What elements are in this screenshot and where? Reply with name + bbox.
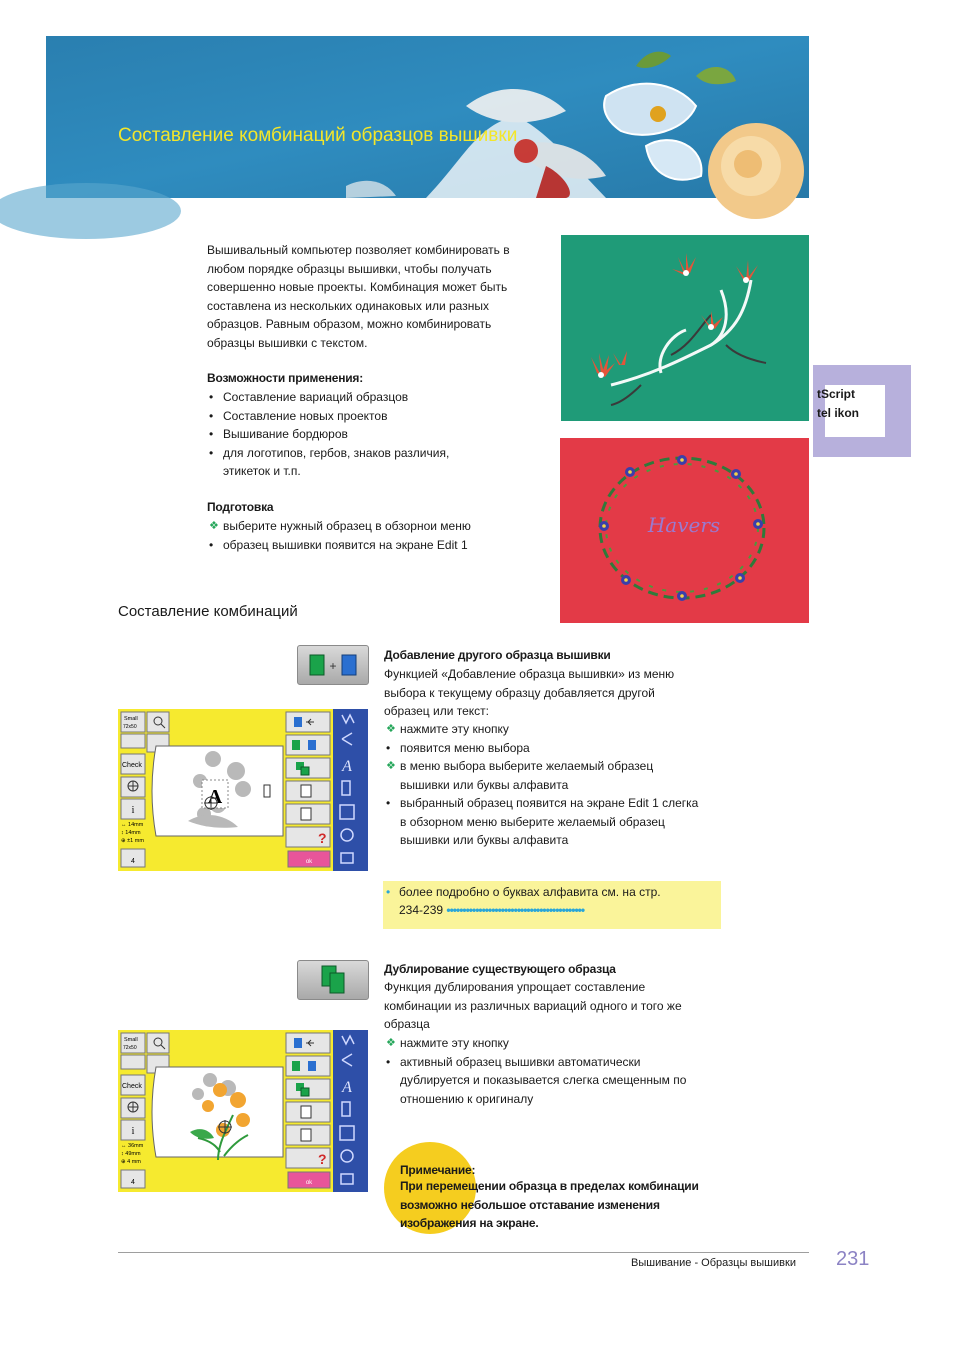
svg-text:↔ 14mm: ↔ 14mm — [121, 822, 144, 828]
svg-text:?: ? — [318, 830, 327, 846]
embroidery-photo-flowers — [561, 235, 809, 421]
svg-text:⊕ ±1 mm: ⊕ ±1 mm — [121, 838, 144, 844]
side-tab-line2: tel ikon — [817, 406, 860, 420]
svg-text:↔ 36mm: ↔ 36mm — [121, 1143, 144, 1149]
header-banner-image — [46, 36, 809, 198]
svg-text:Small: Small — [124, 716, 138, 722]
note-block — [400, 1163, 730, 1233]
svg-text:↕ 49mm: ↕ 49mm — [121, 1151, 141, 1157]
duplicate-pattern-button[interactable] — [297, 960, 369, 1000]
list-item: ❖ выберите нужный образец в обзорнои меню — [207, 517, 537, 536]
diamond-bullet-icon: ❖ — [386, 723, 396, 735]
edit-screen-duplicate — [118, 1030, 368, 1192]
list-item: ❖ нажмите эту кнопку — [384, 1034, 729, 1053]
svg-text:i: i — [131, 805, 135, 816]
preparation-list — [207, 517, 537, 554]
svg-text:?: ? — [318, 1151, 327, 1167]
duplicate-pattern-icon — [298, 961, 368, 999]
list-item: отношению к оригиналу — [400, 1091, 534, 1106]
applications-list — [207, 388, 537, 481]
wreath-script-text: Havers — [647, 513, 721, 537]
svg-text:Small: Small — [124, 1037, 138, 1043]
list-item: ❖ нажмите эту кнопку — [384, 720, 729, 739]
add-pattern-heading: Добавление другого образца вышивки — [384, 648, 611, 662]
list-item: • образец вышивки появится на экране Edit 1 — [207, 536, 537, 555]
page-title: Составление комбинаций образцов вышивки — [118, 125, 518, 146]
svg-text:72x50: 72x50 — [123, 1045, 137, 1051]
svg-text:⊕ 4 mm: ⊕ 4 mm — [121, 1159, 141, 1165]
duplicate-heading: Дублирование существующего образца — [384, 962, 616, 976]
svg-text:+: + — [329, 659, 337, 673]
svg-text:72x50: 72x50 — [123, 724, 137, 730]
duplicate-description: Функция дублирования упрощает составление комбинации из различных вариаций одного и того же образца — [384, 980, 682, 1031]
page-number: 231 — [836, 1248, 870, 1270]
edit-screen-add — [118, 709, 368, 871]
list-item: • появится меню выбора — [384, 739, 729, 758]
list-item: • активный образец вышивки автоматически — [384, 1053, 729, 1072]
footer-chapter: Вышивание - Образцы вышивки — [631, 1257, 796, 1269]
svg-text:A: A — [342, 1079, 352, 1096]
reference-hint-box: • более подробно о буквах алфавита см. на стр. 234-239 ••••••••••••••••••••••••••••••••••••••••••• — [383, 881, 721, 929]
list-item: • Вышивание бордюров — [207, 425, 537, 444]
add-pattern-icon — [298, 646, 368, 684]
side-tab-line1: tScript — [817, 387, 856, 401]
svg-text:Check: Check — [122, 1083, 142, 1090]
embroidery-photo-wreath — [560, 438, 809, 623]
svg-text:A: A — [342, 758, 352, 775]
list-item: вышивки или буквы алфавита — [400, 833, 569, 847]
note-line: При перемещении образца в пределах комбинации — [400, 1179, 699, 1193]
svg-text:Check: Check — [122, 762, 142, 769]
list-item: • для логотипов, гербов, знаков различия, — [207, 444, 537, 463]
footer-divider — [118, 1252, 809, 1253]
preparation-heading: Подготовка — [207, 500, 274, 514]
list-item: • Составление новых проектов — [207, 407, 537, 426]
svg-text:↕ 14mm: ↕ 14mm — [121, 830, 141, 836]
list-item: • выбранный образец появится на экране Edit 1 слегка — [384, 794, 729, 813]
add-pattern-steps — [384, 720, 729, 850]
side-index-tab — [813, 365, 911, 457]
add-pattern-description: Функцией «Добавление образца вышивки» из меню выбора к текущему образцу добавляется другой образец или текст: — [384, 667, 675, 718]
add-pattern-button[interactable] — [297, 645, 369, 685]
duplicate-steps — [384, 1034, 729, 1108]
list-item: этикеток и т.п. — [223, 464, 301, 478]
note-line: изображения на экране. — [400, 1216, 539, 1230]
diamond-bullet-icon: ❖ — [386, 760, 396, 772]
svg-text:4: 4 — [131, 1179, 135, 1186]
diamond-bullet-icon: ❖ — [386, 1037, 396, 1049]
list-item: в обзорном меню выберите желаемый образец — [400, 814, 665, 829]
list-item: ❖ в меню выбора выберите желаемый образец — [384, 757, 729, 776]
intro-paragraph: Вышивальный компьютер позволяет комбинировать в любом порядке образцы вышивки, чтобы получать совершенно новые проекты. Комбинация может быть составлена из нескольких одинаковых или разных образцов. Равным образом, можно комбинировать образцы вышивки с текстом. — [207, 243, 510, 350]
section-title: Составление комбинаций — [118, 603, 298, 620]
list-item: • Составление вариаций образцов — [207, 388, 537, 407]
svg-text:4: 4 — [131, 858, 135, 865]
note-title: Примечание: — [400, 1163, 476, 1177]
list-item: вышивки или буквы алфавита — [400, 777, 569, 792]
applications-heading: Возможности применения: — [207, 371, 364, 385]
note-line: возможно небольшое отставание изменения — [400, 1197, 660, 1212]
diamond-bullet-icon: ❖ — [209, 520, 219, 532]
svg-text:ok: ok — [305, 859, 313, 865]
svg-text:ok: ok — [305, 1180, 313, 1186]
svg-text:i: i — [131, 1126, 135, 1137]
svg-text:A: A — [207, 786, 223, 808]
list-item: дублируется и показывается слегка смещенным по — [400, 1073, 687, 1087]
